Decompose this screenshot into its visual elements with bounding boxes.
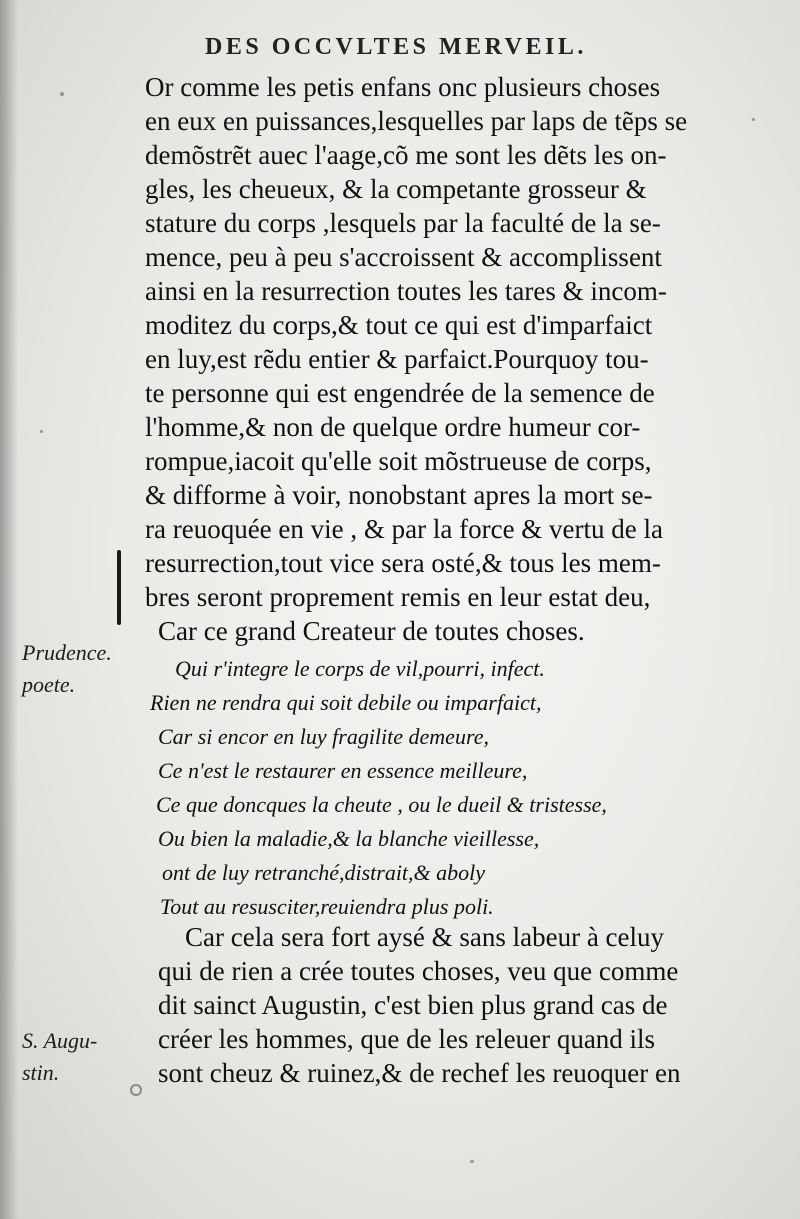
margin-note-stin: stin. [22, 1060, 60, 1085]
text-line: sont cheuz & ruinez,& de rechef les reuoquer en [158, 1058, 681, 1088]
text-line: demõstrẽt auec l'aage,cõ me sont les dẽts les on- [145, 140, 667, 170]
text-line: rompue,iacoit qu'elle soit mõstrueuse de corps, [145, 446, 652, 476]
ink-ring [130, 1084, 142, 1096]
text-line: Car cela sera fort aysé & sans labeur à celuy [185, 922, 665, 952]
verse-line: Tout au resusciter,reuiendra plus poli. [160, 894, 494, 919]
verse-line: Qui r'integre le corps de vil,pourri, infect. [175, 656, 545, 681]
text-line: qui de rien a crée toutes choses, veu que comme [158, 956, 679, 986]
text-line: ainsi en la resurrection toutes les tares & incom- [145, 276, 667, 306]
ink-spot [60, 92, 64, 96]
margin-note-augustin: S. Augu- [22, 1028, 98, 1053]
text-line: dit sainct Augustin, c'est bien plus grand cas de [158, 990, 668, 1020]
margin-note-poete: poete. [22, 672, 76, 697]
text-line: en eux en puissances,lesquelles par laps de tẽps se [145, 106, 688, 136]
text-line: Car ce grand Createur de toutes choses. [158, 616, 585, 646]
text-line: créer les hommes, que de les releuer quand ils [158, 1024, 656, 1054]
text-line: & difforme à voir, nonobstant apres la mort se- [145, 480, 653, 510]
margin-bracket [117, 550, 121, 625]
verse-line: Ce que doncques la cheute , ou le dueil & tristesse, [156, 792, 607, 817]
verse-line: Car si encor en luy fragilite demeure, [158, 724, 489, 749]
verse-line: Ce n'est le restaurer en essence meilleure, [158, 758, 528, 783]
text-line: moditez du corps,& tout ce qui est d'imparfaict [145, 310, 653, 340]
verse-line: Ou bien la maladie,& la blanche vieillesse, [158, 826, 540, 851]
text-line: ra reuoquée en vie , & par la force & vertu de la [145, 514, 663, 544]
text-line: resurrection,tout vice sera osté,& tous les mem- [145, 548, 661, 578]
verse-line: Rien ne rendra qui soit debile ou imparfaict, [150, 690, 542, 715]
text-line: Or comme les petis enfans onc plusieurs choses [145, 72, 661, 102]
text-line: bres seront proprement remis en leur estat deu, [145, 582, 651, 612]
text-line: mence, peu à peu s'accroissent & accomplissent [145, 242, 662, 272]
text-line: l'homme,& non de quelque ordre humeur cor- [145, 412, 641, 442]
running-head: DES OCCVLTES MERVEIL. [205, 34, 587, 60]
text-line: stature du corps ,lesquels par la faculté de la se- [145, 208, 661, 238]
text-line: en luy,est rẽdu entier & parfaict.Pourquoy tou- [145, 344, 649, 374]
margin-note-prudence: Prudence. [22, 640, 112, 665]
ink-spot [470, 1160, 474, 1163]
ink-spot [40, 430, 43, 433]
text-line: gles, les cheueux, & la competante grosseur & [145, 174, 647, 204]
verse-line: ont de luy retranché,distrait,& aboly [162, 860, 486, 885]
ink-spot [752, 118, 755, 121]
text-line: te personne qui est engendrée de la semence de [145, 378, 655, 408]
